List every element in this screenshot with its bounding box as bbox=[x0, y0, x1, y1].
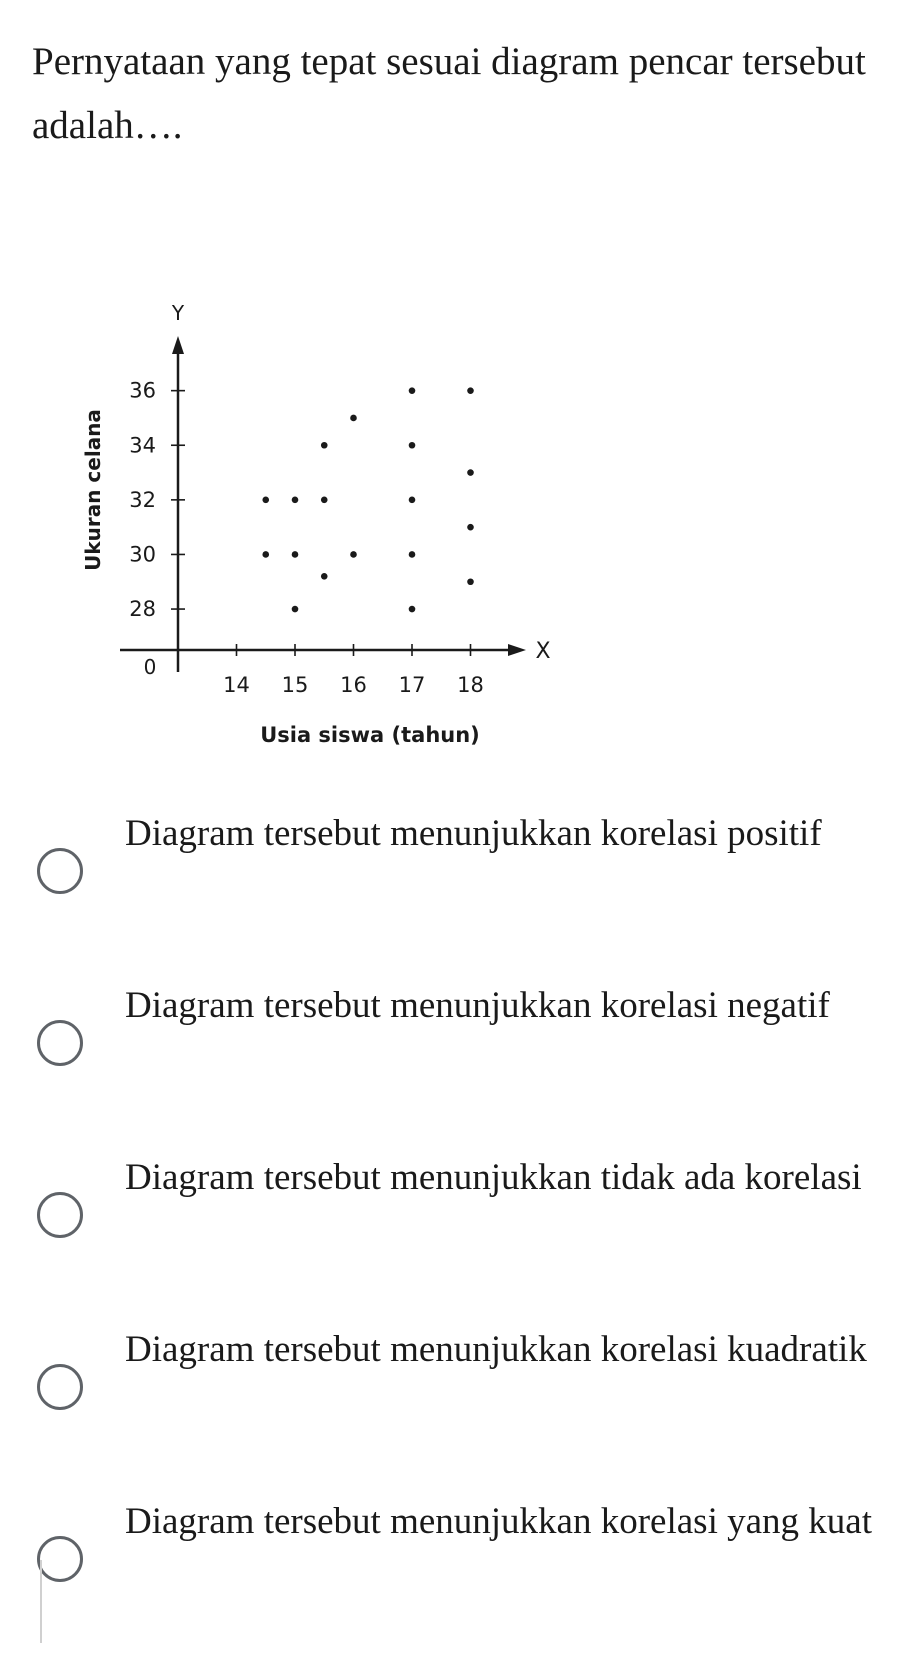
option-quadratic-correlation[interactable] bbox=[0, 1329, 897, 1508]
option-negative-correlation[interactable] bbox=[0, 985, 897, 1164]
radio-button[interactable] bbox=[37, 848, 83, 894]
data-point bbox=[467, 469, 474, 476]
x-axis-letter: X bbox=[535, 639, 551, 664]
option-label: Diagram tersebut menunjukkan korelasi kuadratik bbox=[125, 1329, 867, 1370]
option-label: Diagram tersebut menunjukkan korelasi positif bbox=[125, 813, 822, 854]
answer-options bbox=[0, 813, 897, 1680]
y-tick-label: 34 bbox=[129, 433, 156, 458]
x-tick-label: 18 bbox=[457, 673, 484, 697]
data-point bbox=[409, 442, 416, 449]
data-point bbox=[262, 551, 269, 558]
origin-label: 0 bbox=[143, 655, 157, 679]
data-point bbox=[467, 387, 474, 394]
y-tick-label: 30 bbox=[129, 542, 156, 567]
scatter-chart-svg bbox=[80, 300, 551, 770]
radio-button[interactable] bbox=[37, 1192, 83, 1238]
data-point bbox=[321, 497, 328, 504]
option-label: Diagram tersebut menunjukkan korelasi negatif bbox=[125, 985, 830, 1026]
option-positive-correlation[interactable] bbox=[0, 813, 897, 992]
y-axis-arrow bbox=[172, 336, 184, 354]
data-point bbox=[292, 497, 299, 504]
data-point bbox=[409, 497, 416, 504]
data-point bbox=[409, 387, 416, 394]
data-point bbox=[467, 524, 474, 531]
option-label: Diagram tersebut menunjukkan korelasi yang kuat bbox=[125, 1501, 872, 1542]
y-tick-label: 32 bbox=[129, 487, 156, 512]
scatter-chart bbox=[80, 300, 551, 770]
data-point bbox=[321, 442, 328, 449]
y-axis-title: Ukuran celana bbox=[81, 409, 105, 571]
data-point bbox=[262, 497, 269, 504]
y-axis-letter: Y bbox=[171, 301, 185, 325]
x-axis-arrow bbox=[508, 644, 526, 656]
data-point bbox=[292, 606, 299, 613]
option-label: Diagram tersebut menunjukkan tidak ada korelasi bbox=[125, 1157, 862, 1198]
y-tick-label: 36 bbox=[129, 378, 156, 403]
question-text: Pernyataan yang tepat sesuai diagram pencar tersebut adalah…. bbox=[32, 40, 866, 147]
data-point bbox=[292, 551, 299, 558]
data-point bbox=[321, 573, 328, 580]
left-edge-divider bbox=[40, 1560, 42, 1643]
x-tick-label: 15 bbox=[281, 673, 309, 697]
option-no-correlation[interactable] bbox=[0, 1157, 897, 1336]
x-axis-title: Usia siswa (tahun) bbox=[260, 723, 480, 747]
data-point bbox=[409, 606, 416, 613]
x-tick-label: 17 bbox=[398, 673, 426, 697]
radio-button[interactable] bbox=[37, 1364, 83, 1410]
radio-button[interactable] bbox=[37, 1020, 83, 1066]
data-point bbox=[350, 415, 357, 422]
data-point bbox=[350, 551, 357, 558]
x-tick-label: 16 bbox=[340, 673, 367, 697]
y-tick-label: 28 bbox=[129, 597, 156, 622]
x-tick-label: 14 bbox=[223, 673, 250, 697]
data-point bbox=[409, 551, 416, 558]
option-strong-correlation[interactable] bbox=[0, 1501, 897, 1680]
radio-button[interactable] bbox=[37, 1536, 83, 1582]
data-point bbox=[467, 578, 474, 585]
